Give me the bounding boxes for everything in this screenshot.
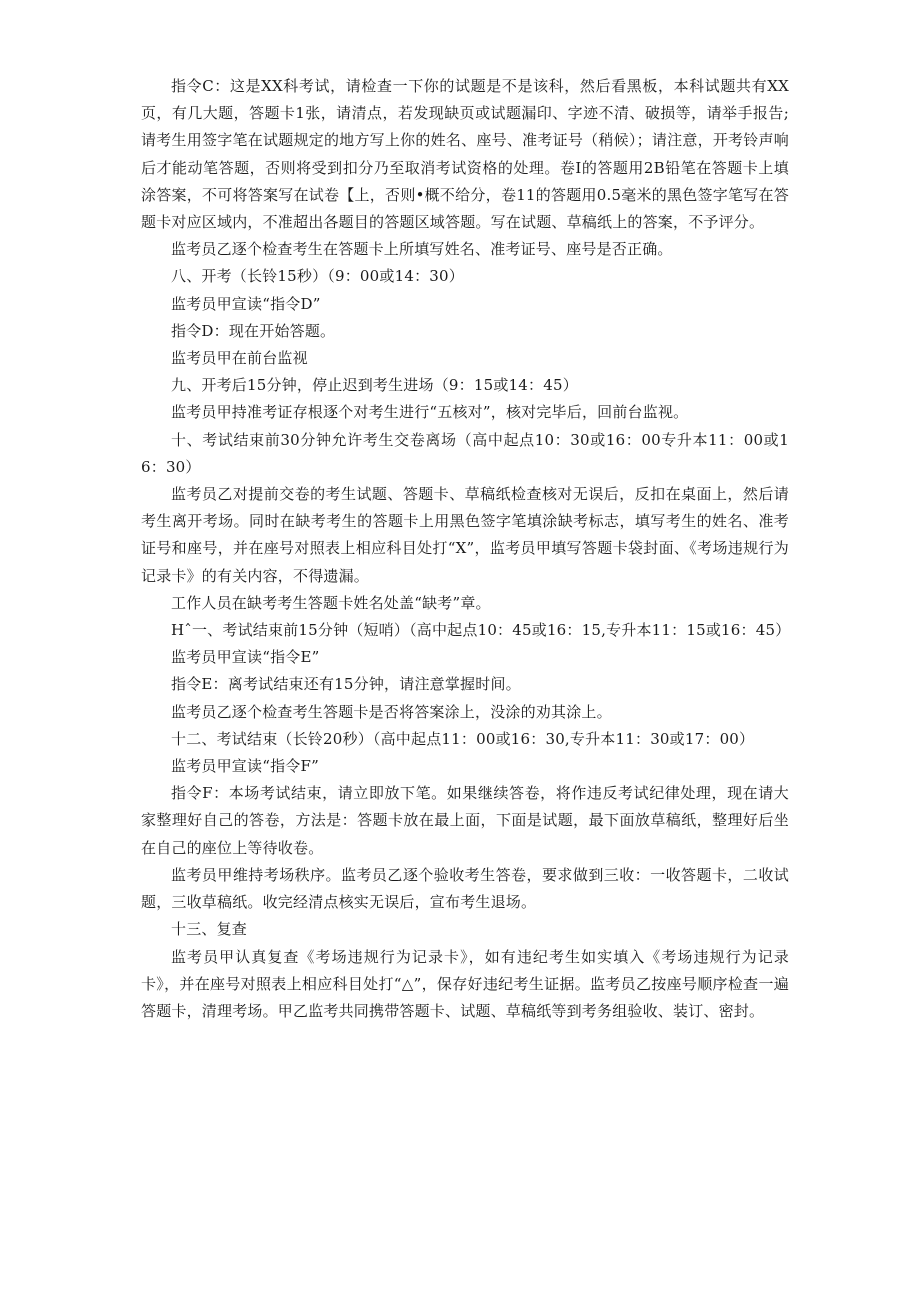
- collection-paragraph: 监考员甲维持考场秩序。监考员乙逐个验收考生答卷，要求做到三收：一收答题卡，二收试题，三收草稿纸。收完经清点核实无误后，宣布考生退场。: [141, 865, 789, 912]
- instruction-d-paragraph: 指令D：现在开始答题。: [171, 321, 336, 340]
- document-page: [141, 73, 789, 1025]
- section-11-heading: Hˆ一、考试结束前15分钟（短哨）（高中起点10：45或16：15,专升本11：15或16：45）: [171, 621, 791, 640]
- instruction-e-paragraph: 指令E：离考试结束还有15分钟，请注意掌握时间。: [171, 675, 521, 694]
- section-10-heading: 十、考试结束前30分钟允许考生交卷离场（高中起点10：30或16：00专升本11：00或16：30）: [141, 430, 789, 476]
- proctor-b-check-paragraph: 监考员乙逐个检查考生在答题卡上所填写姓名、准考证号、座号是否正确。: [171, 240, 673, 259]
- section-8-heading: 八、开考（长铃15秒）（9：00或14：30）: [171, 267, 464, 286]
- absent-stamp-paragraph: 工作人员在缺考考生答题卡姓名处盖“缺考”章。: [171, 593, 491, 612]
- review-paragraph: 监考员甲认真复查《考场违规行为记录卡》，如有违纪考生如实填入《考场违规行为记录卡》，并在座号对照表上相应科目处打“△”，保存好违纪考生证据。监考员乙按座号顺序检查一遍答题卡，清理考场。甲乙监考共同携带答题卡、试题、草稿纸等到考务组验收、装订、密封。: [141, 947, 789, 1020]
- section-13-heading: 十三、复查: [171, 920, 248, 939]
- instruction-f-paragraph: 指令F：本场考试结束，请立即放下笔。如果继续答卷，将作违反考试纪律处理，现在请大家整理好自己的答卷，方法是：答题卡放在最上面，下面是试题，最下面放草稿纸，整理好后坐在自己的座位上等待收卷。: [141, 784, 789, 857]
- answer-card-check-paragraph: 监考员乙逐个检查考生答题卡是否将答案涂上，没涂的劝其涂上。: [171, 702, 612, 721]
- five-checks-paragraph: 监考员甲持准考证存根逐个对考生进行“五核对”，核对完毕后，回前台监视。: [171, 403, 689, 422]
- early-submission-paragraph: 监考员乙对提前交卷的考生试题、答题卡、草稿纸检查核对无误后，反扣在桌面上，然后请考生离开考场。同时在缺考考生的答题卡上用黑色签字笔填涂缺考标志，填写考生的姓名、准考证号和座号，并在座号对照表上相应科目处打“X”，监考员甲填写答题卡袋封面、《考场违规行为记录卡》的有关内容，不得遗漏。: [141, 485, 789, 585]
- section-12-heading: 十二、考试结束（长铃20秒）（高中起点11：00或16：30,专升本11：30或17：00）: [171, 729, 755, 748]
- instruction-c-paragraph: 指令C：这是XX科考试，请检查一下你的试题是不是该科，然后看黑板，本科试题共有XX页，有几大题，答题卡1张，请清点，若发现缺页或试题漏印、字迹不清、破损等，请举手报告;请考生用签字笔在试题规定的地方写上你的姓名、座号、准考证号（稍候）；请注意，开考铃声响后才能动笔答题，否则将受到扣分乃至取消考试资格的处理。卷I的答题用2B铅笔在答题卡上填涂答案，不可将答案写在试卷【上，否则•概不给分，卷11的答题用0.5毫米的黑色签字笔写在答题卡对应区域内，不准超出各题目的答题区域答题。写在试题、草稿纸上的答案，不予评分。: [141, 77, 789, 232]
- proctor-a-monitor-paragraph: 监考员甲在前台监视: [171, 349, 308, 368]
- read-instruction-d: 监考员甲宣读“指令D”: [171, 294, 321, 313]
- section-9-heading: 九、开考后15分钟，停止迟到考生进场（9：15或14：45）: [171, 376, 578, 395]
- read-instruction-e: 监考员甲宣读“指令E”: [171, 648, 320, 667]
- read-instruction-f: 监考员甲宣读“指令F”: [171, 757, 319, 776]
